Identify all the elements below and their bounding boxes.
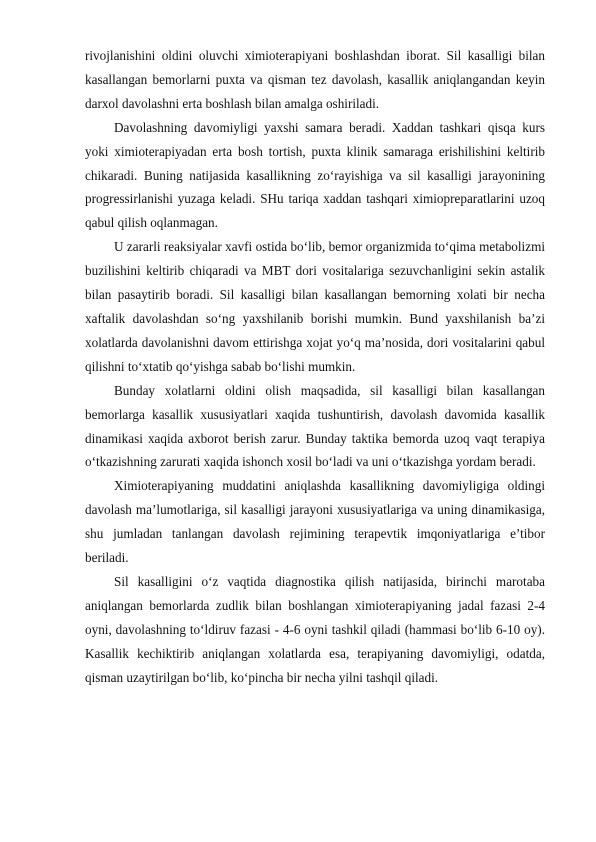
paragraph-3: U zararli reaksiyalar xavfi ostida bo‘lib, bemor organizmida to‘qima metabolizmi buzilishini keltirib chiqaradi va MBT dori vositalariga sezuvchanligini sekin astalik bilan pasaytirib boradi. Sil kasalligi bilan kasallangan bemorning xolati bir necha xaftalik davolashdan so‘ng yaxshilanib borishi mumkin. Bund yaxshilanish ba’zi xolatlarda davolanishni davom ettirishga xojat yo‘q ma’nosida, dori vositalarini qabul qilishni to‘xtatib qo‘yishga sabab bo‘lishi mumkin. [85,239,545,374]
paragraph-2: Davolashning davomiyligi yaxshi samara beradi. Xaddan tashkari qisqa kurs yoki ximioterapiyadan erta bosh tortish, puxta klinik samaraga erishilishini keltirib chikaradi. Buning natijasida kasallikning zo‘rayishiga va sil kasalligi jarayonining progressirlanishi yuzaga keladi. SHu tariqa xaddan tashqari ximiopreparatlarini uzoq qabul qilish oqlanmagan. [85,119,545,231]
document-page [85,44,545,689]
paragraph-1: rivojlanishini oldini oluvchi ximioterapiyani boshlashdan iborat. Sil kasalligi bilan kasallangan bemorlarni puxta va qisman tez davolash, kasallik aniqlangandan keyin darxol davolashni erta boshlash bilan amalga oshiriladi. [85,48,545,111]
paragraph-5: Ximioterapiyaning muddatini aniqlashda kasallikning davomiyligiga oldingi davolash ma’lumotlariga, sil kasalligi jarayoni xususiyatlariga va uning dinamikasiga, shu jumladan tanlangan davolash rejimining terapevtik imqoniyatlariga e’tibor beriladi. [85,478,545,566]
paragraph-4: Bunday xolatlarni oldini olish maqsadida, sil kasalligi bilan kasallangan bemorlarga kasallik xususiyatlari xaqida tushuntirish, davolash davomida kasallik dinamikasi xaqida axborot berish zarur. Bunday taktika bemorda uzoq vaqt terapiya o‘tkazishning zarurati xaqida ishonch xosil bo‘ladi va uni o‘tkazishga yordam beradi. [85,382,545,470]
paragraph-6: Sil kasalligini o‘z vaqtida diagnostika qilish natijasida, birinchi marotaba aniqlangan bemorlarda zudlik bilan boshlangan ximioterapiyaning jadal fazasi 2-4 oyni, davolashning to‘ldiruv fazasi - 4-6 oyni tashkil qiladi (hammasi bo‘lib 6-10 oy). Kasallik kechiktirib aniqlangan xolatlarda esa, terapiyaning davomiyligi, odatda, qisman uzaytirilgan bo‘lib, ko‘pincha bir necha yilni tashqil qiladi. [85,573,545,685]
